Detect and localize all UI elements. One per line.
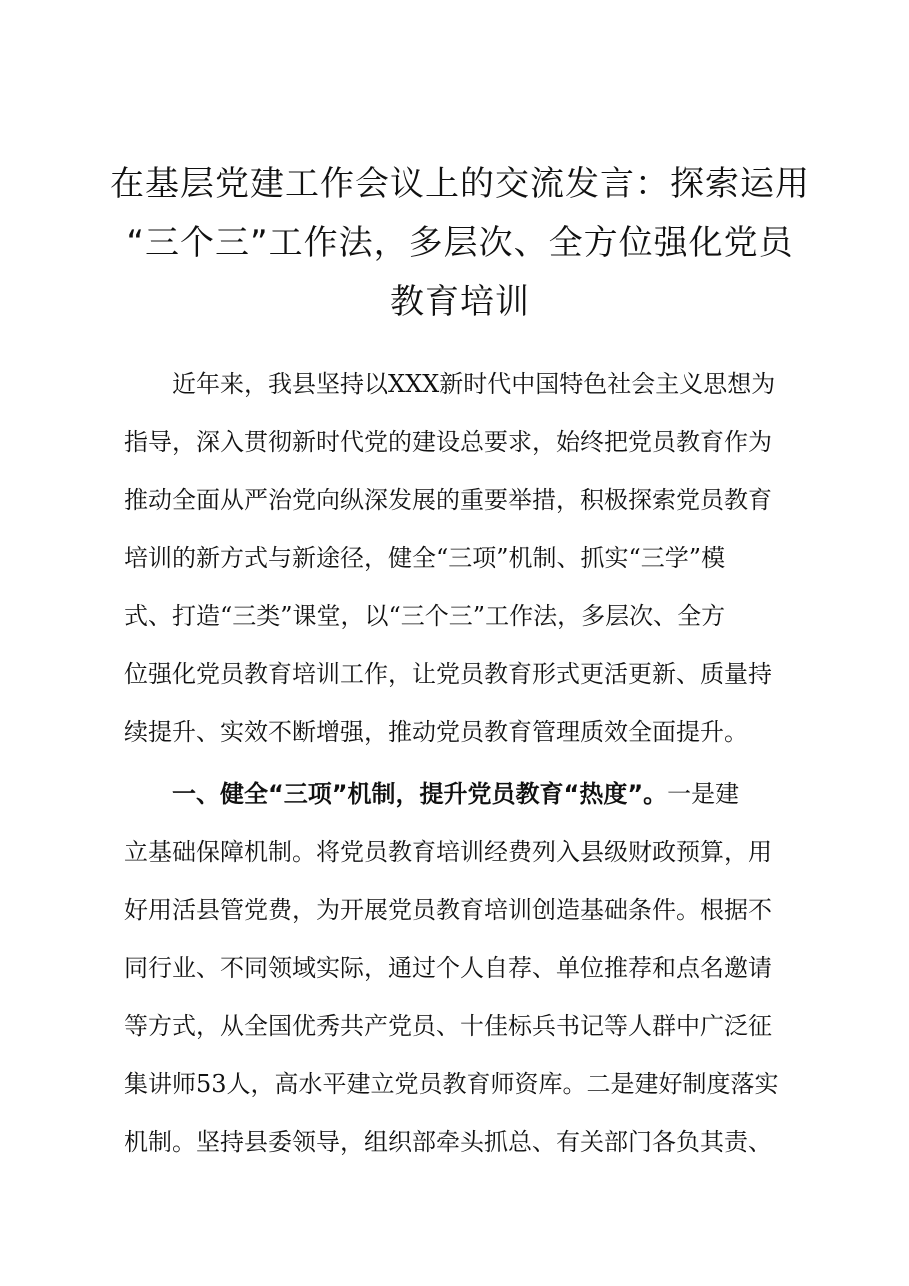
section-first-line-rest: 一是建 (667, 780, 740, 808)
paragraph-line: 机制。坚持县委领导，组织部牵头抓总、有关部门各负其责、 (124, 1128, 772, 1156)
paragraph-line: 近年来，我县坚持以XXX新时代中国特色社会主义思想为 (172, 370, 776, 398)
paragraph-section-one (124, 765, 800, 1171)
paragraph-line: 推动全面从严治党向纵深发展的重要举措，积极探索党员教育 (124, 486, 772, 514)
title-line-1: 在基层党建工作会议上的交流发言：探索运用 (110, 164, 810, 204)
paragraph-line: 集讲师53人，高水平建立党员教育师资库。二是建好制度落实 (124, 1070, 779, 1098)
title-line-2: “三个三”工作法，多层次、全方位强化党员 (126, 223, 794, 263)
paragraph-line: 立基础保障机制。将党员教育培训经费列入县级财政预算，用 (124, 838, 772, 866)
paragraph-line: 等方式，从全国优秀共产党员、十佳标兵书记等人群中广泛征 (124, 1012, 772, 1040)
paragraph-line: 续提升、实效不断增强，推动党员教育管理质效全面提升。 (124, 718, 748, 746)
paragraph-line: 同行业、不同领域实际，通过个人自荐、单位推荐和点名邀请 (124, 954, 772, 982)
title-line-3: 教育培训 (390, 282, 530, 322)
paragraph-line: 指导，深入贯彻新时代党的建设总要求，始终把党员教育作为 (124, 428, 772, 456)
paragraph-line: 好用活县管党费，为开展党员教育培训创造基础条件。根据不 (124, 896, 772, 924)
document-title (110, 155, 810, 332)
section-heading: 一、健全“三项”机制，提升党员教育“热度”。 (172, 780, 668, 808)
paragraph-intro (124, 355, 800, 761)
paragraph-line: 式、打造“三类”课堂，以“三个三”工作法，多层次、全方 (124, 602, 726, 630)
paragraph-line: 位强化党员教育培训工作，让党员教育形式更活更新、质量持 (124, 660, 772, 688)
section-first-line (124, 765, 800, 823)
document-body (124, 355, 800, 1171)
paragraph-line: 培训的新方式与新途径，健全“三项”机制、抓实“三学”模 (124, 544, 726, 572)
